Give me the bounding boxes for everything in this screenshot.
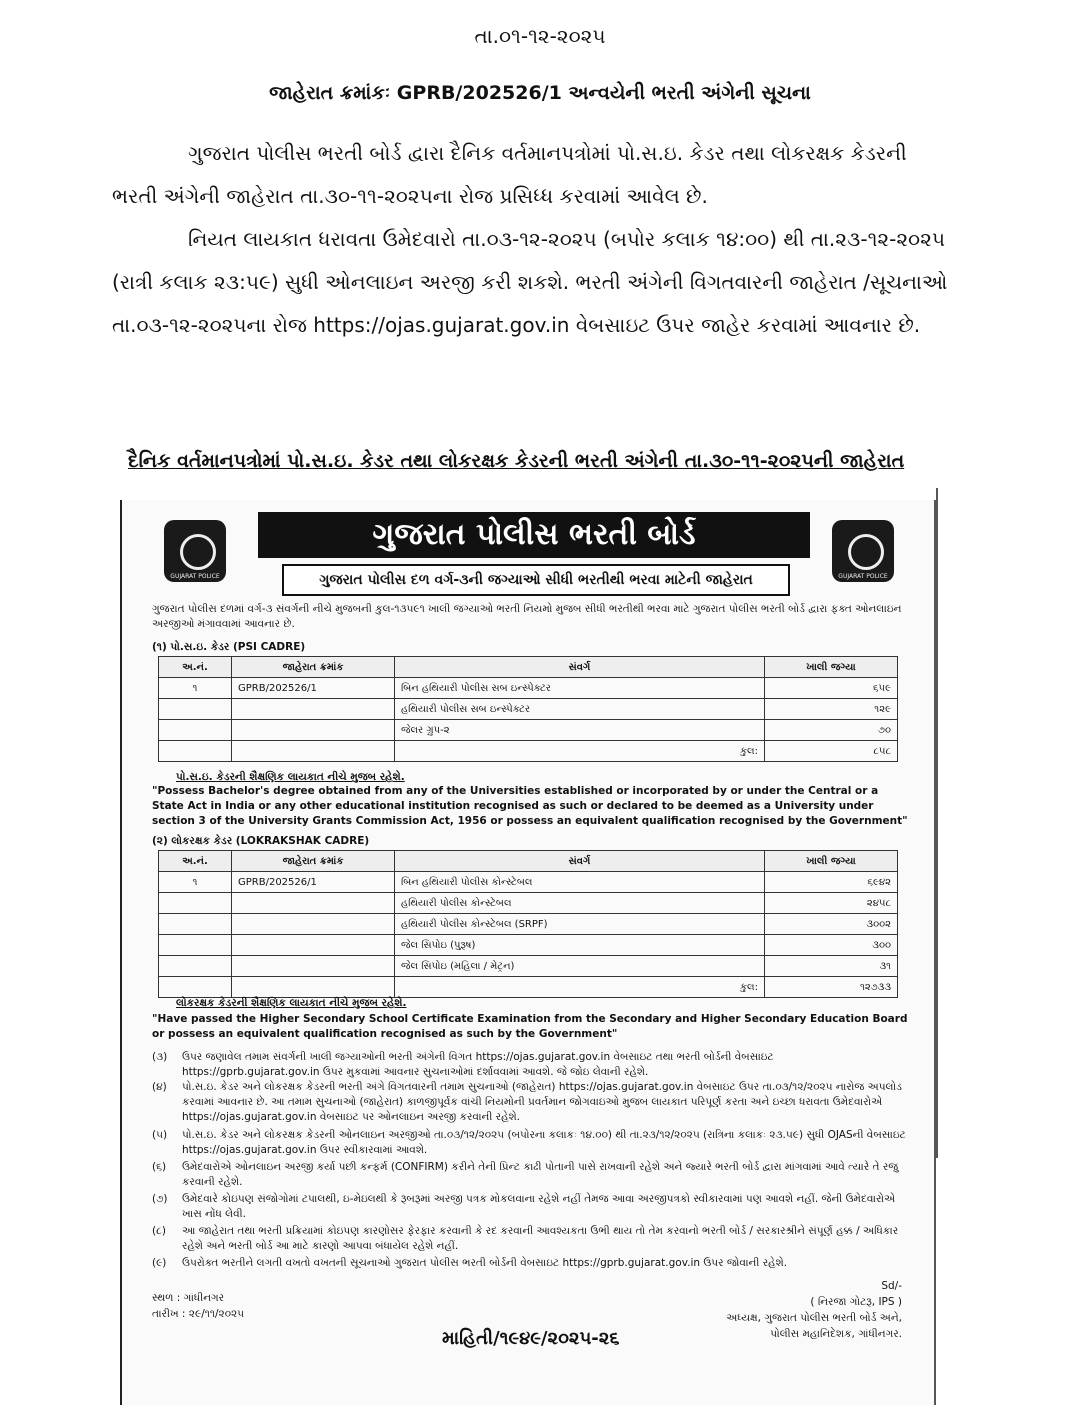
clipping-intro: ગુજરાત પોલીસ દળમાં વર્ગ-૩ સંવર્ગની નીચે મુજબની કુલ-૧૩૫૯૧ ખાલી જગ્યાઓ ભરતી નિયમો મુજબ સીધી ભરતીથી ભરવા માટે ગુજરાત પોલીસ ભરતી બોર્ડ દ્વારા ફક્ત ઓનલાઇન અરજીઓ મંગાવવામાં આવનાર છે. xyxy=(152,603,902,630)
lrd-section-title: (૨) લોકરક્ષક કેડર (LOKRAKSHAK CADRE) xyxy=(152,835,370,847)
table-row: જેલર ગ્રુપ-૨ ૭૦ xyxy=(159,720,898,741)
table-row: હથિયારી પોલીસ કોન્સ્ટેબલ (SRPF) ૩૦૦૨ xyxy=(159,914,898,935)
document-date: તા.૦૧-૧૨-૨૦૨૫ xyxy=(474,24,606,48)
police-emblem-icon: GUJARAT POLICE xyxy=(164,520,226,582)
table-total-row: કુલ: ૮૫૮ xyxy=(159,741,898,762)
col-sno: અ.નં. xyxy=(159,657,232,678)
psi-qualification-title: પો.સ.ઇ. કેડરની શૈક્ષણિક લાયકાત નીચે મુજબ રહેશે. xyxy=(176,771,405,783)
police-emblem-icon: GUJARAT POLICE xyxy=(832,520,894,582)
table-row: ૧ GPRB/202526/1 બિન હથિયારી પોલીસ કોન્સ્ટેબલ ૬૯૪૨ xyxy=(159,872,898,893)
divider-line xyxy=(936,488,938,1158)
col-vacancy: ખાલી જગ્યા xyxy=(765,657,898,678)
newspaper-clipping: GUJARAT POLICE ગુજરાત પોલીસ ભરતી બોર્ડ ગુજરાત પોલીસ દળ વર્ગ-૩ની જગ્યાઓ સીધી ભરતીથી ભરવા માટેની જાહેરાત GUJARAT POLICE ગુજરાત પોલીસ દળમાં વર્ગ-૩ સંવર્ગની નીચે મુજબની કુલ-૧૩૫૯૧ ખાલી જગ્યાઓ ભરતી નિયમો મુજબ સીધી ભરતીથી ભરવા માટે ગુજરાત પોલીસ ભરતી બોર્ડ દ્વારા ફક્ત ઓનલાઇન અરજીઓ મંગાવવામાં આવનાર છે. (૧) પો.સ.ઇ. કેડર (PSI CADRE) અ.નં. જાહેરાત ક્રમાંક સંવર્ગ ખાલી જગ્યા ૧ GPRB/202526/1 બિન હથિયારી પોલીસ સબ ઇન્સ્પેક્ટર ૬૫૯ હથિયારી પોલીસ સબ ઇન્સ્પેક્ટર ૧૨૯ જેલર ગ્રુપ-૨ ૭૦ કુલ: ૮૫૮ પો.સ.ઇ. કેડરની શૈક્ષણિક લાયકાત નીચે મુજબ રહેશે. "Possess Bachelor's degree obtained from any of the Universities established or incorporated by or under the Central or a State Act in India or any other educational institution recognised as such or declared to be deemed as a University under section 3 of the University Grants Commission Act, 1956 or possess an equivalent qualification recognised by the Government" (૨) લોકરક્ષક કેડર (LOKRAKSHAK CADRE) અ.નં. જાહેરાત ક્રમાંક સંવર્ગ ખાલી જગ્યા ૧ GPRB/202526/1 બિન હથિયારી પોલીસ કોન્સ્ટેબલ ૬૯૪૨ હથિયારી પોલીસ કોન્સ્ટેબલ ૨૪૫૮ હથિયારી પોલીસ કોન્સ્ટેબલ (SRPF) ૩૦૦૨ જેલ સિપોઇ (પુરૂષ) ૩૦૦ જેલ સિપોઇ (મહિલા / મેટ્રન) ૩૧ કુલ: ૧૨૭૩૩ લોકરક્ષક કેડરની શૈક્ષણિક લાયકાત નીચે મુજબ રહેશે. "Have passed the Higher Secondary School Certificate Examination from the Secondary and Higher Secondary Education Board or possess an equivalent qualification recognised as such by the Government" (૩) ઉપર જણાવેલ તમામ સંવર્ગની ખાલી જગ્યાઓની ભરતી અંગેની વિગત https://ojas.gujarat.gov.in વેબસાઇટ તથા ભરતી બોર્ડની વેબસાઇટ https://gprb.gujarat.gov.in ઉપર મુકવામાં આવનાર સુચનાઓમાં દર્શાવવામાં આવશે. જે જોઇ લેવાની રહેશે. (૪) પો.સ.ઇ. કેડર અને લોકરક્ષક કેડરની ભરતી અંગે વિગતવારની તમામ સુચનાઓ (જાહેરાત) https://ojas.gujarat.gov.in વેબસાઇટ ઉપર તા.૦૩/૧૨/૨૦૨૫ નારોજ અપલોડ કરવામાં આવનાર છે. આ તમામ સુચનાઓ (જાહેરાત) કાળજીપૂર્વક વાંચી નિયમોની પ્રવર્તમાન જોગવાઇઓ મુજબ લાયકાત પરિપૂર્ણ કરતા અને ઇચ્છા ધરાવતા ઉમેદવારોએ https://ojas.gujarat.gov.in વેબસાઇટ પર ઓનલાઇન અરજી કરવાની રહેશે. (૫) પો.સ.ઇ. કેડર અને લોકરક્ષક કેડરની ઓનલાઇન અરજીઓ તા.૦૩/૧૨/૨૦૨૫ (બપોરના કલાકઃ ૧૪.૦૦) થી તા.૨૩/૧૨/૨૦૨૫ (રાત્રિના કલાકઃ ૨૩.૫૯) સુધી OJASની વેબસાઇટ https://ojas.gujarat.gov.in ઉપર સ્વીકારવામાં આવશે. (૬) ઉમેદવારોએ ઓનલાઇન અરજી કર્યા પછી કન્ફર્મ (CONFIRM) કરીને તેની પ્રિન્ટ કાઢી પોતાની પાસે રાખવાની રહેશે અને જ્યારે ભરતી બોર્ડ દ્વારા માંગવામાં આવે ત્યારે તે રજુ કરવાની રહેશે. (૭) ઉમેદવારે કોઇપણ સંજોગોમાં ટપાલથી, ઇ-મેઇલથી કે રૂબરૂમાં અરજી પત્રક મોકલવાના રહેશે નહીં તેમજ આવા અરજીપત્રકો સ્વીકારવામાં પણ આવશે નહીં. જેની ઉમેદવારોએ ખાસ નોંધ લેવી. (૮) આ જાહેરાત તથા ભરતી પ્રક્રિયામાં કોઇપણ કારણોસર ફેરફાર કરવાની કે રદ કરવાની આવશ્યકતા ઉભી થાય તો તેમ કરવાનો ભરતી બોર્ડ / સરકારશ્રીને સંપૂર્ણ હક્ક / અધિકાર રહેશે અને ભરતી બોર્ડ આ માટે કારણો આપવા બંધાયેલ રહેશે નહીં. (૯) ઉપરોક્ત ભરતીને લગતી વખતો વખતની સૂચનાઓ ગુજરાત પોલીસ ભરતી બોર્ડની વેબસાઇટ https://gprb.gujarat.gov.in ઉપર જોવાની રહેશે. સ્થળ : ગાંધીનગર તારીખ : ૨૯/૧૧/૨૦૨૫ Sd/- ( નિરજા ગોટરૂ, IPS ) અધ્યક્ષ, ગુજરાત પોલીસ ભરતી બોર્ડ અને, પોલીસ મહાનિદેશક, ગાંધીનગર. માહિતી/૧૯૪૯/૨૦૨૫-૨૬ xyxy=(120,500,936,1405)
signature-block: Sd/- ( નિરજા ગોટરૂ, IPS ) અધ્યક્ષ, ગુજરાત પોલીસ ભરતી બોર્ડ અને, પોલીસ મહાનિદેશક, ગાંધીનગર. xyxy=(726,1280,902,1340)
psi-section-title: (૧) પો.સ.ઇ. કેડર (PSI CADRE) xyxy=(152,641,306,653)
table-row: હથિયારી પોલીસ કોન્સ્ટેબલ ૨૪૫૮ xyxy=(159,893,898,914)
table-row: ૧ GPRB/202526/1 બિન હથિયારી પોલીસ સબ ઇન્સ્પેક્ટર ૬૫૯ xyxy=(159,678,898,699)
clipping-heading: દૈનિક વર્તમાનપત્રોમાં પો.સ.ઇ. કેડર તથા લોકરક્ષક કેડરની ભરતી અંગેની તા.૩૦-૧૧-૨૦૨૫ની જાહેરાત xyxy=(128,450,905,472)
notice-title: જાહેરાત ક્રમાંકઃ GPRB/202526/1 અન્વયેની ભરતી અંગેની સૂચના xyxy=(269,82,811,104)
clipping-banner xyxy=(142,512,916,596)
place: સ્થળ : ગાંધીનગર xyxy=(152,1292,225,1304)
paragraph-2: નિયત લાયકાત ધરાવતા ઉમેદવારો તા.૦૩-૧૨-૨૦૨૫ (બપોર કલાક ૧૪:૦૦) થી તા.૨૩-૧૨-૨૦૨૫ (રાત્રી કલાક ૨૩:૫૯) સુધી ઓનલાઇન અરજી કરી શકશે. ભરતી અંગેની વિગતવારની જાહેરાત /સૂચનાઓ તા.૦૩-૧૨-૨૦૨૫ના રોજ https://ojas.gujarat.gov.in વેબસાઇટ ઉપર જાહેર કરવામાં આવનાર છે. xyxy=(112,227,948,337)
table-row: જેલ સિપોઇ (મહિલા / મેટ્રન) ૩૧ xyxy=(159,956,898,977)
banner-title: ગુજરાત પોલીસ ભરતી બોર્ડ xyxy=(258,512,810,558)
banner-subtitle: ગુજરાત પોલીસ દળ વર્ગ-૩ની જગ્યાઓ સીધી ભરતીથી ભરવા માટેની જાહેરાત xyxy=(282,564,790,596)
table-row: હથિયારી પોલીસ સબ ઇન્સ્પેક્ટર ૧૨૯ xyxy=(159,699,898,720)
table-row: જેલ સિપોઇ (પુરૂષ) ૩૦૦ xyxy=(159,935,898,956)
col-adv: જાહેરાત ક્રમાંક xyxy=(232,657,395,678)
table-total-row: કુલ: ૧૨૭૩૩ xyxy=(159,977,898,998)
lrd-qualification-title: લોકરક્ષક કેડરની શૈક્ષણિક લાયકાત નીચે મુજબ રહેશે. xyxy=(176,997,407,1009)
place-date-block xyxy=(152,1290,244,1322)
lrd-vacancy-table: અ.નં. જાહેરાત ક્રમાંક સંવર્ગ ખાલી જગ્યા ૧ GPRB/202526/1 બિન હથિયારી પોલીસ કોન્સ્ટેબલ ૬૯૪૨ હથિયારી પોલીસ કોન્સ્ટેબલ ૨૪૫૮ હથિયારી પોલીસ કોન્સ્ટેબલ (SRPF) ૩૦૦૨ જેલ સિપોઇ (પુરૂષ) ૩૦૦ જેલ સિપોઇ (મહિલા / મેટ્રન) ૩૧ કુલ: ૧૨૭૩૩ xyxy=(158,850,898,998)
lrd-qualification: "Have passed the Higher Secondary School Certificate Examination from the Secondary and Higher Secondary Education Board or possess an equivalent qualification recognised as such by the Government" xyxy=(152,1013,908,1040)
psi-vacancy-table xyxy=(158,656,898,762)
paragraph-1: ગુજરાત પોલીસ ભરતી બોર્ડ દ્વારા દૈનિક વર્તમાનપત્રોમાં પો.સ.ઇ. કેડર તથા લોકરક્ષક કેડરની ભરતી અંગેની જાહેરાત તા.૩૦-૧૧-૨૦૨૫ના રોજ પ્રસિધ્ધ કરવામાં આવેલ છે. xyxy=(112,141,907,208)
col-cadre: સંવર્ગ xyxy=(395,657,765,678)
issue-date: તારીખ : ૨૯/૧૧/૨૦૨૫ xyxy=(152,1308,245,1320)
psi-qualification: "Possess Bachelor's degree obtained from any of the Universities established or incorporated by or under the Central or a State Act in India or any other educational institution recognised as such or declared to be deemed as a University under section 3 of the University Grants Commission Act, 1956 or possess an equivalent qualification recognised by the Government" xyxy=(152,785,908,827)
footer-code: માહિતી/૧૯૪૯/૨૦૨૫-૨૬ xyxy=(442,1328,620,1349)
